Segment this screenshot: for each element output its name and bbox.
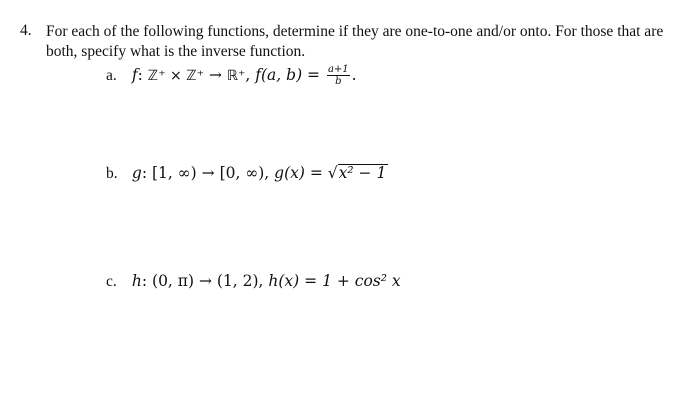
part-b-domain: [1, ∞) — [151, 164, 197, 182]
part-c-rule: h(x) = 1 + cos² x — [268, 272, 401, 290]
part-b-rule-lhs: g(x) = — [274, 164, 323, 182]
question-text: For each of the following functions, determine if they are one-to-one and/or onto. For those that are both, specify what is the inverse function. — [46, 23, 664, 60]
part-b-function-name: g — [131, 164, 142, 182]
part-c-function-name: h — [131, 272, 142, 290]
part-a-fraction — [327, 64, 350, 87]
part-a-expression: f: ℤ⁺ × ℤ⁺ → ℝ⁺, f(a, b) = $\frac{a+1}{b}$ . — [131, 64, 357, 87]
part-b — [106, 164, 388, 183]
part-b-expression: g: [1, ∞) → [0, ∞), g(x) = √x² − 1 — [131, 164, 387, 182]
part-c-expression: h: (0, π) → (1, 2), h(x) = 1 + cos² x — [131, 272, 401, 290]
part-a-domain: ℤ⁺ × ℤ⁺ — [147, 67, 205, 84]
part-a-letter: a. — [106, 66, 117, 84]
part-a-rule-end: . — [351, 65, 357, 84]
part-a-codomain: ℝ⁺ — [226, 67, 246, 84]
part-a — [106, 64, 357, 87]
part-b-codomain: [0, ∞) — [219, 164, 265, 182]
part-b-letter: b. — [106, 165, 118, 182]
part-c-domain: (0, π) — [152, 272, 195, 290]
question-number: 4. — [20, 22, 32, 39]
part-c — [106, 272, 401, 291]
part-a-numerator: a+1 — [327, 64, 349, 75]
part-c-codomain: (1, 2) — [216, 272, 259, 290]
part-a-rule-lhs: f(a, b) = — [255, 65, 321, 84]
part-c-letter: c. — [106, 273, 117, 290]
part-a-denominator: b — [335, 76, 342, 87]
part-a-function-name: f — [131, 65, 138, 84]
part-b-radicand: x² − 1 — [338, 164, 387, 182]
part-b-square-root: √x² − 1 — [327, 164, 387, 182]
